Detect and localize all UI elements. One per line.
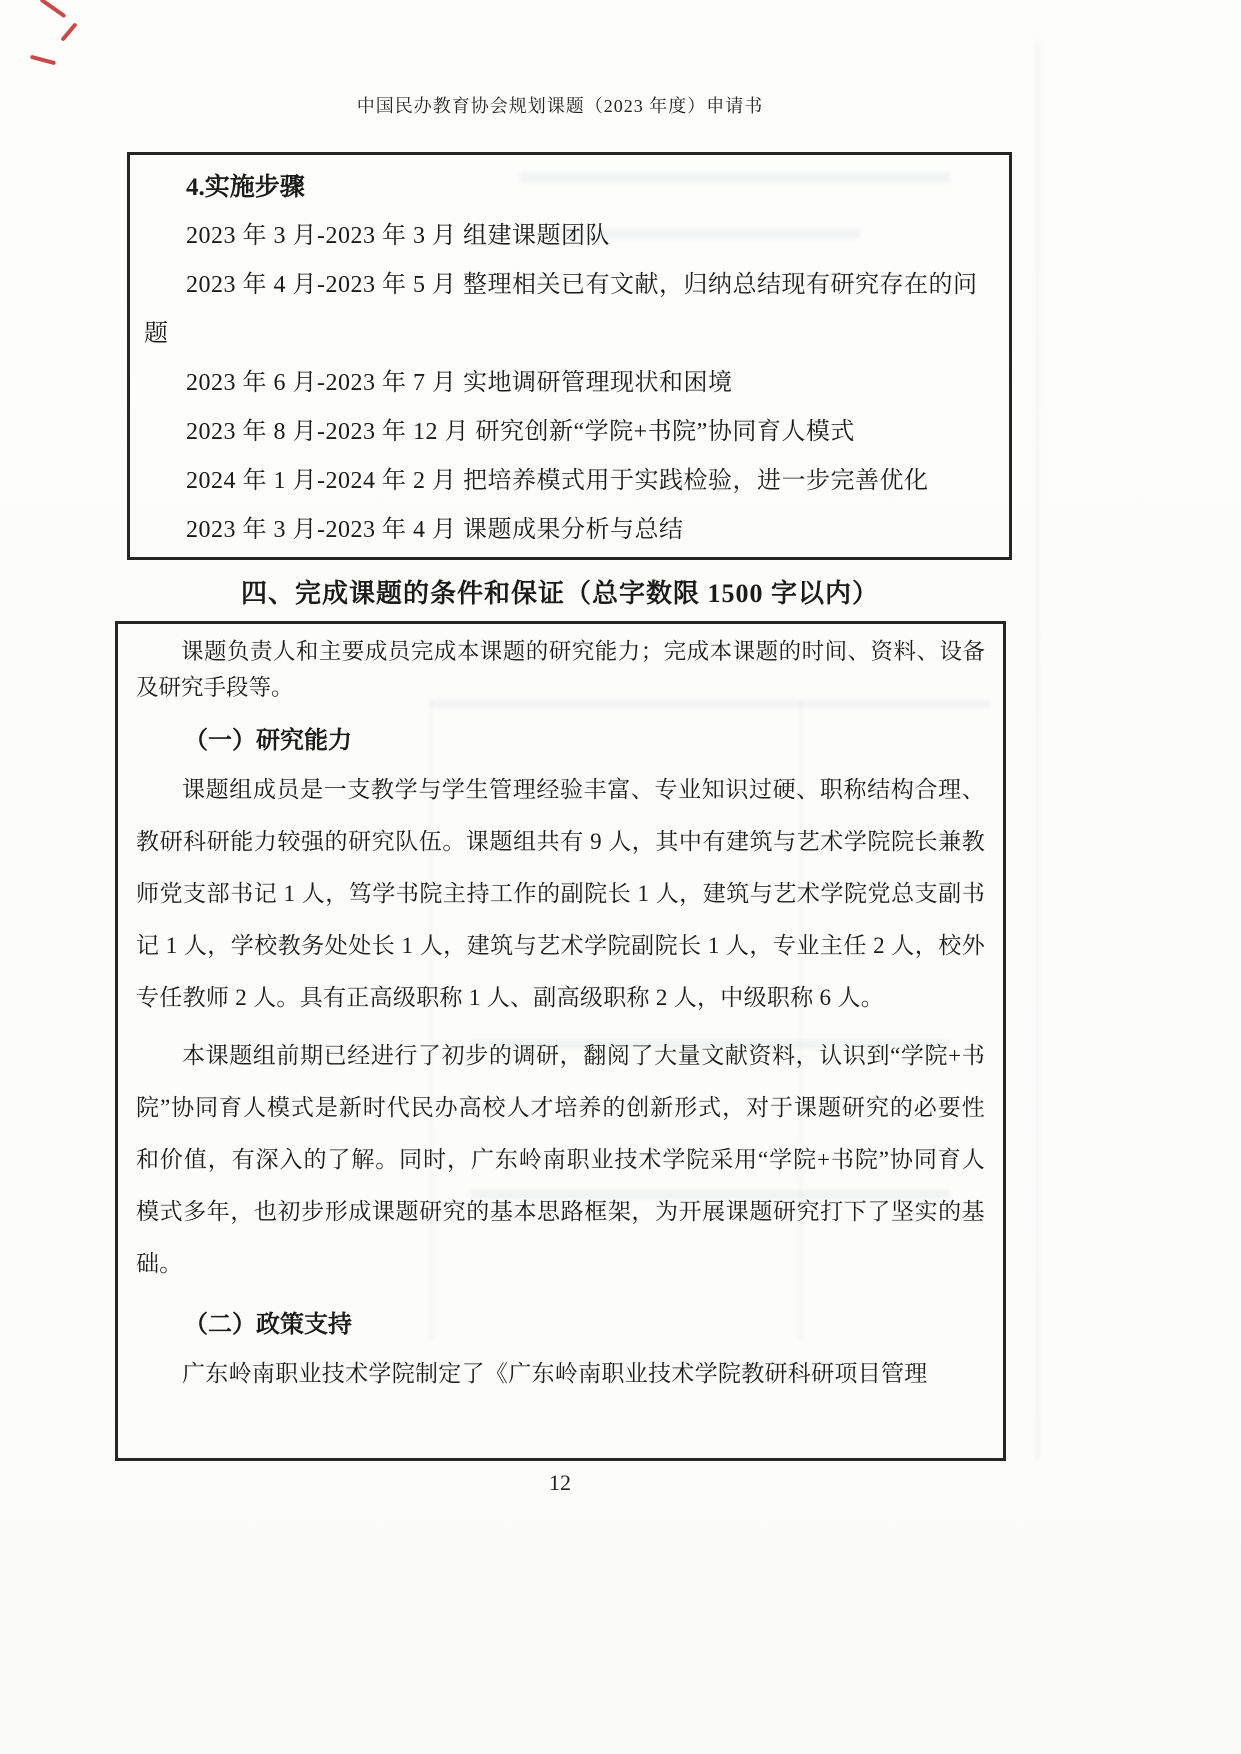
implementation-steps-box [127, 152, 1012, 560]
section4-heading: 四、完成课题的条件和保证（总字数限 1500 字以内） [240, 579, 879, 608]
subsection2-title-policy-support: （二）政策支持 [184, 1312, 352, 1338]
bleedthrough-artifact [1036, 40, 1039, 1460]
step-line: 2023 年 3 月-2023 年 4 月 课题成果分析与总结 [186, 517, 684, 543]
red-pen-mark [30, 55, 56, 66]
paragraph-research-team: 课题组成员是一支教学与学生管理经验丰富、专业知识过硬、职称结构合理、教研科研能力较强的研究队伍。课题组共有 9 人，其中有建筑与艺术学院院长兼教师党支部书记 1 人，笃学书院主持工作的副院长 1 人，建筑与艺术学院党总支副书记 1 人，学校教务处处长 1 人，建筑与艺术学院副院长 1 人，专业主任 2 人，校外专任教师 2 人。具有正高级职称 1 人、副高级职称 2 人，中级职称 6 人。 [136, 777, 985, 1010]
step-line: 2023 年 8 月-2023 年 12 月 研究创新“学院+书院”协同育人模式 [186, 419, 855, 445]
step-line: 2023 年 3 月-2023 年 3 月 组建课题团队 [186, 223, 610, 249]
page-number: 12 [549, 1470, 571, 1495]
step-line: 2023 年 6 月-2023 年 7 月 实地调研管理现状和困境 [186, 370, 733, 396]
red-pen-mark [60, 22, 77, 41]
document-header-title: 中国民办教育协会规划课题（2023 年度）申请书 [356, 96, 764, 116]
step-line: 2024 年 1 月-2024 年 2 月 把培养模式用于实践检验，进一步完善优化 [186, 468, 929, 494]
paragraph-preliminary-research: 本课题组前期已经进行了初步的调研，翻阅了大量文献资料，认识到“学院+书院”协同育人模式是新时代民办高校人才培养的创新形式，对于课题研究的必要性和价值，有深入的了解。同时，广东岭南职业技术学院采用“学院+书院”协同育人模式多年，也初步形成课题研究的基本思路框架，为开展课题研究打下了坚实的基础。 [136, 1043, 985, 1276]
subsection1-title-research-ability: （一）研究能力 [184, 728, 352, 754]
red-pen-mark [40, 0, 67, 18]
conditions-guarantees-box [115, 621, 1006, 1461]
conditions-instructions: 课题负责人和主要成员完成本课题的研究能力；完成本课题的时间、资料、设备及研究手段等。 [136, 639, 985, 700]
steps-section-title: 4.实施步骤 [186, 174, 305, 201]
step-line: 2023 年 4 月-2023 年 5 月 整理相关已有文献，归纳总结现有研究存在的问题 [144, 272, 978, 347]
paragraph-policy-support: 广东岭南职业技术学院制定了《广东岭南职业技术学院教研科研项目管理 [182, 1361, 928, 1386]
